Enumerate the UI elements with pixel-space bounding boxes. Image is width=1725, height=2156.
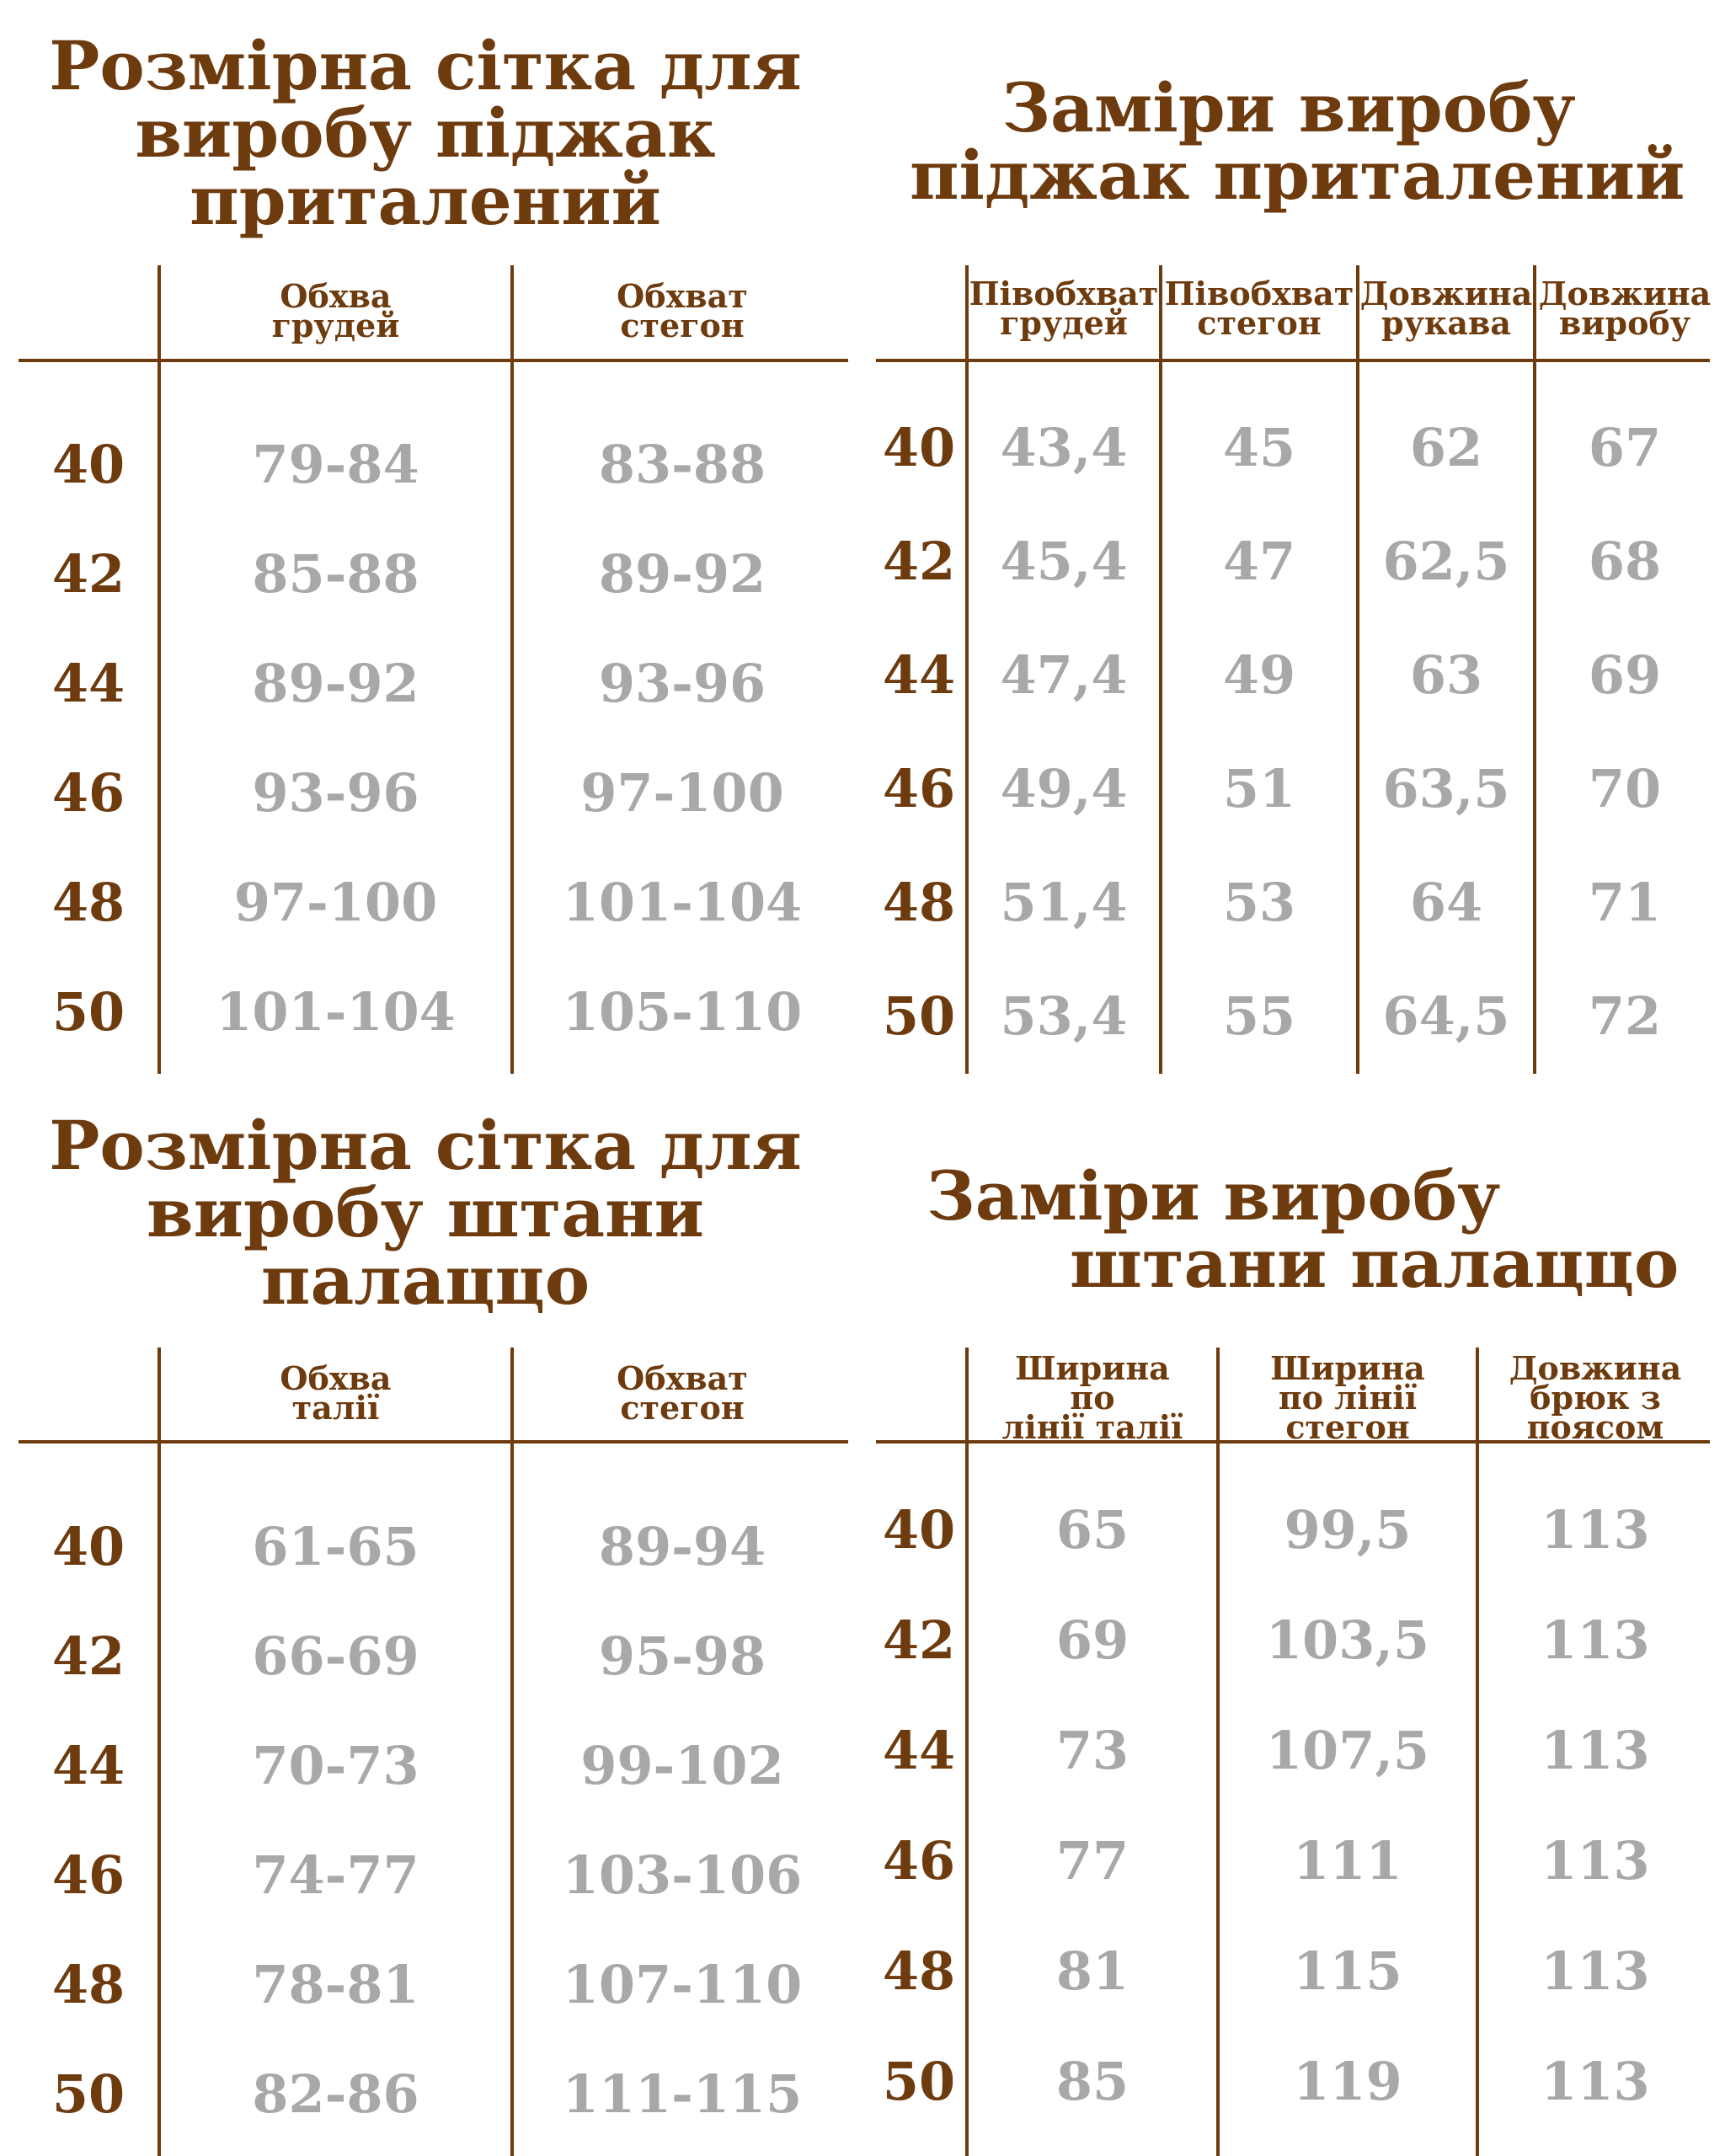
size-label: 50 xyxy=(882,2051,956,2112)
table-cell: 65 xyxy=(1055,1499,1130,1561)
size-label: 48 xyxy=(51,872,126,933)
table-cell: 70 xyxy=(1588,758,1662,819)
table-cell: 77 xyxy=(1055,1830,1130,1892)
table-cell: 113 xyxy=(1541,1609,1650,1671)
table-cell: 107-110 xyxy=(562,1954,803,2015)
table-cell: 69 xyxy=(1055,1609,1130,1671)
table-cell: 71 xyxy=(1588,872,1662,933)
table-cell: 64 xyxy=(1409,872,1483,933)
table-cell: 111 xyxy=(1293,1830,1402,1892)
size-label: 46 xyxy=(51,762,126,824)
title-line: палаццо xyxy=(260,1241,590,1320)
table-cell: 101-104 xyxy=(216,981,456,1043)
table-cell: 107,5 xyxy=(1265,1720,1430,1781)
table-cell: 47 xyxy=(1222,531,1296,592)
table-cell: 82-86 xyxy=(252,2063,419,2125)
table-cell: 89-92 xyxy=(252,653,419,714)
table-cell: 63 xyxy=(1409,644,1483,706)
size-label: 46 xyxy=(882,758,956,819)
table-cell: 43,4 xyxy=(1000,417,1128,478)
column-header: Обхват стегон xyxy=(617,277,748,344)
pants-measure-title xyxy=(918,1156,1680,1303)
table-cell: 61-65 xyxy=(252,1516,419,1577)
table-cell: 103-106 xyxy=(562,1844,803,1906)
table-cell: 93-96 xyxy=(598,653,766,714)
table-cell: 105-110 xyxy=(562,981,803,1043)
column-header: Довжина брюк з поясом xyxy=(1509,1349,1682,1446)
table-cell: 111-115 xyxy=(562,2063,803,2125)
table-cell: 113 xyxy=(1541,1499,1650,1561)
table-cell: 81 xyxy=(1055,1940,1130,2002)
column-header: Довжина рукава xyxy=(1359,275,1533,342)
title-line: Заміри виробу xyxy=(1001,68,1576,147)
table-cell: 89-92 xyxy=(598,543,766,605)
table-cell: 89-94 xyxy=(598,1516,766,1577)
table-cell: 51,4 xyxy=(1000,872,1128,933)
table-cell: 73 xyxy=(1055,1720,1130,1781)
column-header: Ширина по лінії талії xyxy=(1001,1349,1183,1446)
size-label: 40 xyxy=(51,1516,126,1577)
table-cell: 85-88 xyxy=(252,543,419,605)
title-line: штани палаццо xyxy=(1070,1224,1680,1303)
title-line: приталений xyxy=(190,161,661,240)
column-header: Півобхват грудей xyxy=(969,275,1159,342)
table-cell: 67 xyxy=(1588,417,1662,478)
table-cell: 115 xyxy=(1293,1940,1402,2002)
table-cell: 113 xyxy=(1541,1830,1650,1892)
column-header: Довжина виробу xyxy=(1538,275,1712,342)
table-cell: 45 xyxy=(1222,417,1296,478)
size-label: 42 xyxy=(882,531,956,592)
size-label: 42 xyxy=(51,1625,126,1687)
size-label: 44 xyxy=(51,1735,126,1796)
title-line: виробу піджак xyxy=(135,93,716,173)
table-cell: 97-100 xyxy=(580,762,784,824)
size-label: 44 xyxy=(882,1720,956,1781)
size-label: 50 xyxy=(51,981,126,1043)
table-cell: 55 xyxy=(1222,985,1296,1047)
table-cell: 62,5 xyxy=(1382,531,1510,592)
table-cell: 49,4 xyxy=(1000,758,1128,819)
table-cell: 66-69 xyxy=(252,1625,419,1687)
size-label: 46 xyxy=(51,1844,126,1906)
size-label: 40 xyxy=(882,1499,956,1561)
header-divider xyxy=(19,1440,848,1444)
table-cell: 53 xyxy=(1222,872,1296,933)
column-header: Півобхват стегон xyxy=(1164,275,1354,342)
jacket-measure-title xyxy=(910,68,1685,215)
table-cell: 113 xyxy=(1541,1940,1650,2002)
table-cell: 113 xyxy=(1541,2051,1650,2112)
size-label: 44 xyxy=(882,644,956,706)
table-cell: 95-98 xyxy=(598,1625,766,1687)
size-label: 42 xyxy=(51,543,126,605)
jacket-grid-title xyxy=(34,26,817,240)
table-cell: 119 xyxy=(1293,2051,1402,2112)
size-label: 50 xyxy=(882,985,956,1047)
table-cell: 78-81 xyxy=(252,1954,419,2015)
header-divider xyxy=(19,359,848,362)
pants-grid-title xyxy=(34,1106,817,1320)
table-cell: 69 xyxy=(1588,644,1662,706)
column-header: Обхват стегон xyxy=(617,1359,748,1427)
table-cell: 63,5 xyxy=(1382,758,1510,819)
size-label: 40 xyxy=(51,434,126,495)
size-label: 46 xyxy=(882,1830,956,1892)
size-label: 42 xyxy=(882,1609,956,1671)
table-cell: 85 xyxy=(1055,2051,1130,2112)
table-cell: 103,5 xyxy=(1265,1609,1430,1671)
column-header: Ширина по лінії стегон xyxy=(1270,1349,1425,1446)
table-cell: 99,5 xyxy=(1284,1499,1412,1561)
table-cell: 47,4 xyxy=(1000,644,1128,706)
size-label: 40 xyxy=(882,417,956,478)
table-cell: 99-102 xyxy=(580,1735,784,1796)
table-cell: 64,5 xyxy=(1382,985,1510,1047)
table-cell: 74-77 xyxy=(252,1844,419,1906)
title-line: Розмірна сітка для xyxy=(49,26,802,105)
table-cell: 45,4 xyxy=(1000,531,1128,592)
table-cell: 68 xyxy=(1588,531,1662,592)
table-cell: 93-96 xyxy=(252,762,419,824)
size-label: 50 xyxy=(51,2063,126,2125)
table-cell: 49 xyxy=(1222,644,1296,706)
column-header: Обхва грудей xyxy=(271,277,400,344)
size-label: 48 xyxy=(882,1940,956,2002)
table-cell: 101-104 xyxy=(562,872,803,933)
header-divider xyxy=(876,359,1710,362)
title-line: Розмірна сітка для xyxy=(49,1106,802,1185)
title-line: Заміри виробу xyxy=(927,1156,1501,1235)
table-cell: 113 xyxy=(1541,1720,1650,1781)
table-cell: 72 xyxy=(1588,985,1662,1047)
title-line: піджак приталений xyxy=(910,136,1685,215)
size-label: 48 xyxy=(882,872,956,933)
table-cell: 97-100 xyxy=(233,872,438,933)
table-cell: 53,4 xyxy=(1000,985,1128,1047)
table-cell: 79-84 xyxy=(252,434,419,495)
table-cell: 51 xyxy=(1222,758,1296,819)
size-label: 44 xyxy=(51,653,126,714)
size-label: 48 xyxy=(51,1954,126,2015)
table-cell: 70-73 xyxy=(252,1735,419,1796)
table-cell: 62 xyxy=(1409,417,1483,478)
column-header: Обхва талії xyxy=(280,1359,392,1427)
title-line: виробу штани xyxy=(147,1173,704,1252)
table-cell: 83-88 xyxy=(598,434,766,495)
